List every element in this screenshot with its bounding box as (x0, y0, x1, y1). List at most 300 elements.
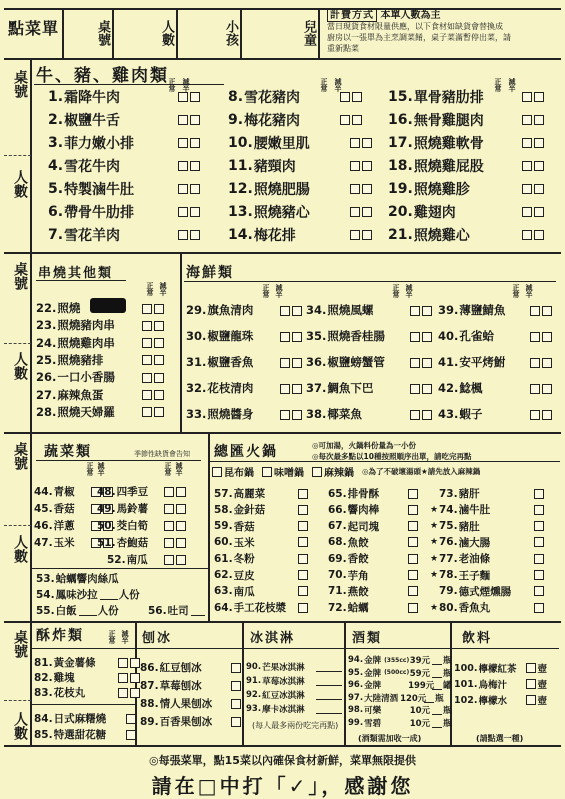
menu-item-number: 69. (328, 552, 347, 565)
menu-item (246, 689, 342, 701)
half-column-label: 減半 (334, 78, 342, 92)
normal-portion-checkbox[interactable] (118, 673, 128, 683)
normal-portion-checkbox[interactable] (350, 207, 360, 217)
menu-item-name: 滷牛肚 (458, 504, 491, 517)
half-portion-checkbox[interactable] (534, 230, 544, 240)
menu-item-number: 13. (228, 204, 253, 220)
menu-item-number: 92. (246, 690, 262, 700)
menu-item-number: 43. (438, 407, 459, 421)
normal-column-label: 正常 (86, 462, 94, 476)
half-portion-checkbox[interactable] (154, 355, 164, 365)
checkbox-group (142, 318, 164, 332)
normal-portion-checkbox[interactable] (408, 505, 418, 515)
half-portion-checkbox[interactable] (362, 207, 372, 217)
menu-item-name: 德式煙燻腸 (458, 585, 512, 598)
menu-item-number: 42. (438, 381, 459, 395)
normal-column-label: 正常 (108, 630, 116, 644)
normal-portion-checkbox[interactable] (280, 410, 290, 420)
normal-column-label: 正常 (392, 284, 400, 298)
menu-item (186, 328, 302, 344)
half-portion-checkbox[interactable] (190, 115, 200, 125)
normal-portion-checkbox[interactable] (142, 321, 152, 331)
side-table-label: 桌號 (12, 70, 28, 98)
half-portion-checkbox[interactable] (292, 306, 302, 316)
normal-portion-checkbox[interactable] (534, 554, 544, 564)
order-checkbox[interactable] (526, 663, 536, 673)
half-portion-checkbox[interactable] (130, 658, 140, 668)
normal-portion-checkbox[interactable] (408, 521, 418, 531)
half-portion-checkbox[interactable] (542, 332, 552, 342)
normal-portion-checkbox[interactable] (178, 138, 188, 148)
menu-item-number: 94. (348, 655, 364, 665)
half-portion-checkbox[interactable] (190, 138, 200, 148)
normal-portion-checkbox[interactable] (178, 184, 188, 194)
normal-portion-checkbox[interactable] (530, 332, 540, 342)
checkbox-group (350, 158, 372, 174)
menu-item-name: 排骨酥 (347, 488, 380, 500)
normal-portion-checkbox[interactable] (231, 717, 241, 727)
menu-item (214, 519, 308, 534)
menu-item (328, 486, 418, 501)
half-portion-checkbox[interactable] (154, 390, 164, 400)
menu-item (348, 679, 452, 691)
quantity-blank[interactable] (432, 680, 442, 690)
normal-portion-checkbox[interactable] (142, 390, 152, 400)
normal-portion-checkbox[interactable] (350, 184, 360, 194)
checkbox-group (522, 227, 544, 243)
menu-item-number: 54. (36, 588, 55, 601)
half-portion-checkbox[interactable] (534, 161, 544, 171)
normal-portion-checkbox[interactable] (522, 115, 532, 125)
checkbox-group (280, 355, 302, 369)
half-portion-checkbox[interactable] (352, 92, 362, 102)
menu-item-name: 響肉棒 (347, 504, 380, 517)
normal-portion-checkbox[interactable] (231, 663, 241, 673)
half-portion-checkbox[interactable] (176, 504, 186, 514)
menu-item-name: 霜降牛肉 (64, 90, 121, 106)
menu-item (36, 603, 119, 618)
menu-item-number: 79. (439, 585, 458, 598)
half-portion-checkbox[interactable] (176, 521, 186, 531)
skewer-section-title: 串燒其他類 (38, 266, 114, 281)
normal-portion-checkbox[interactable] (534, 586, 544, 596)
menu-item (438, 380, 552, 396)
menu-item (328, 600, 418, 615)
half-portion-checkbox[interactable] (130, 673, 140, 683)
half-portion-checkbox[interactable] (422, 358, 432, 368)
normal-portion-checkbox[interactable] (298, 537, 308, 547)
menu-item-name: 椰菜魚 (327, 407, 362, 421)
side-table-label: 桌號 (12, 630, 28, 658)
normal-portion-checkbox[interactable] (298, 489, 308, 499)
menu-item-name: 照燒豬心 (253, 205, 310, 221)
normal-portion-checkbox[interactable] (118, 658, 128, 668)
half-portion-checkbox[interactable] (190, 230, 200, 240)
checkbox-group (522, 89, 544, 105)
quantity-blank[interactable] (79, 606, 97, 616)
half-portion-checkbox[interactable] (362, 161, 372, 171)
normal-portion-checkbox[interactable] (142, 407, 152, 417)
checkbox-group (142, 388, 164, 402)
half-portion-checkbox[interactable] (542, 384, 552, 394)
checkbox-group (410, 329, 432, 343)
menu-item (454, 693, 547, 707)
pot-note: ◎為了不破壞湯頭★請先放入麻辣鍋 (362, 467, 481, 476)
menu-item (246, 661, 342, 673)
quantity-blank[interactable] (316, 662, 342, 672)
menu-item-number: 36. (306, 355, 327, 369)
menu-item-name: 香菇 (53, 503, 75, 515)
normal-portion-checkbox[interactable] (522, 207, 532, 217)
menu-item (348, 654, 452, 666)
menu-item-number: 53. (36, 572, 55, 585)
normal-portion-checkbox[interactable] (534, 521, 544, 531)
menu-item-name: 檸檬水 (478, 696, 507, 707)
quantity-blank[interactable] (432, 655, 442, 665)
quantity-blank[interactable] (432, 705, 442, 715)
quantity-blank[interactable] (316, 690, 342, 700)
normal-portion-checkbox[interactable] (522, 230, 532, 240)
half-portion-checkbox[interactable] (154, 304, 164, 314)
checkbox-group (534, 504, 544, 516)
normal-portion-checkbox[interactable] (142, 373, 152, 383)
checkbox-group (408, 504, 418, 516)
pot-type-checkbox[interactable] (212, 467, 222, 477)
quantity-blank[interactable] (100, 590, 118, 600)
beverage-unit: 壺 (537, 680, 547, 691)
menu-item-name: 魚餃 (347, 536, 369, 549)
half-portion-checkbox[interactable] (292, 358, 302, 368)
normal-portion-checkbox[interactable] (164, 487, 174, 497)
half-portion-checkbox[interactable] (542, 410, 552, 420)
normal-portion-checkbox[interactable] (408, 554, 418, 564)
normal-portion-checkbox[interactable] (298, 521, 308, 531)
checkbox-group (142, 405, 164, 419)
normal-portion-checkbox[interactable] (298, 505, 308, 515)
quantity-blank[interactable] (316, 704, 342, 714)
normal-portion-checkbox[interactable] (522, 138, 532, 148)
menu-item (454, 677, 547, 691)
half-portion-checkbox[interactable] (534, 92, 544, 102)
menu-item-number: 98. (348, 705, 364, 715)
normal-portion-checkbox[interactable] (231, 699, 241, 709)
normal-portion-checkbox[interactable] (298, 554, 308, 564)
seafood-section-title: 海鮮類 (186, 265, 234, 281)
normal-portion-checkbox[interactable] (530, 358, 540, 368)
pot-type-label: 昆布鍋 (224, 468, 254, 479)
half-portion-checkbox[interactable] (534, 138, 544, 148)
menu-item-number: 58. (214, 503, 233, 516)
menu-item-name: 照燒雞心 (413, 228, 470, 244)
checkbox-group (298, 488, 308, 500)
menu-item-number: 76. (439, 536, 458, 549)
drinks-note: (酒類需加收一成) (358, 734, 422, 743)
normal-portion-checkbox[interactable] (231, 681, 241, 691)
checkbox-group (118, 687, 140, 699)
half-portion-checkbox[interactable] (422, 332, 432, 342)
half-portion-checkbox[interactable] (176, 555, 186, 565)
menu-item-name: 照燒香桂腸 (327, 329, 385, 343)
fee-box-line: 重新點菜 (327, 44, 359, 53)
quantity-blank[interactable] (424, 693, 434, 703)
half-portion-checkbox[interactable] (422, 384, 432, 394)
normal-portion-checkbox[interactable] (410, 384, 420, 394)
menu-item-name: 香魚丸 (458, 602, 491, 615)
fried-section-title: 酥炸類 (36, 628, 84, 644)
half-portion-checkbox[interactable] (534, 115, 544, 125)
menu-item-name: 香菇 (233, 520, 255, 533)
beverage-unit: 壺 (537, 696, 547, 707)
menu-item-name: 老油條 (458, 553, 491, 566)
normal-column-label: 正常 (146, 282, 154, 296)
half-portion-checkbox[interactable] (352, 115, 362, 125)
menu-item-name: 滷大腸 (458, 536, 491, 549)
menu-item-name: 照燒雞屁股 (413, 159, 484, 175)
normal-portion-checkbox[interactable] (340, 115, 350, 125)
menu-item-number: 73. (439, 487, 458, 500)
menu-item (97, 501, 186, 516)
quantity-blank[interactable] (191, 606, 205, 616)
half-portion-checkbox[interactable] (422, 410, 432, 420)
menu-item (186, 302, 302, 318)
half-portion-checkbox[interactable] (130, 688, 140, 698)
half-portion-checkbox[interactable] (190, 184, 200, 194)
menu-item-name: 單骨豬肋排 (413, 90, 484, 106)
menu-item (306, 302, 432, 318)
ice-section-title: 刨冰 (142, 631, 173, 646)
normal-portion-checkbox[interactable] (298, 586, 308, 596)
menu-item-number: 85. (34, 728, 53, 741)
normal-portion-checkbox[interactable] (522, 92, 532, 102)
menu-item-name: 玉米 (233, 536, 255, 549)
normal-portion-checkbox[interactable] (410, 410, 420, 420)
checkbox-group (164, 537, 186, 549)
normal-portion-checkbox[interactable] (534, 570, 544, 580)
quantity-blank[interactable] (432, 718, 442, 728)
half-portion-checkbox[interactable] (154, 373, 164, 383)
drink-unit: 罐 (443, 681, 452, 691)
menu-item-name: 馬鈴薯 (116, 503, 149, 515)
normal-portion-checkbox[interactable] (142, 338, 152, 348)
menu-item-name: 照燒雞胗 (413, 182, 470, 198)
pot-type-label: 味噌鍋 (274, 468, 304, 479)
menu-item-name: 鳳味沙拉 (55, 589, 98, 601)
normal-portion-checkbox[interactable] (118, 688, 128, 698)
menu-item-number: 51. (97, 536, 116, 549)
menu-item-name: 茭白筍 (116, 520, 149, 532)
menu-item-number: 18. (388, 158, 413, 174)
beverage-unit: 壺 (537, 664, 547, 675)
normal-portion-checkbox[interactable] (280, 332, 290, 342)
menu-item-name: 照燒豬肉串 (57, 318, 115, 333)
menu-item (34, 727, 136, 742)
menu-item-number: 30. (186, 329, 207, 343)
half-portion-checkbox[interactable] (542, 358, 552, 368)
normal-portion-checkbox[interactable] (164, 521, 174, 531)
pot-type-label: 麻辣鍋 (324, 468, 354, 479)
half-portion-checkbox[interactable] (362, 184, 372, 194)
normal-portion-checkbox[interactable] (164, 555, 174, 565)
menu-item-number: 40. (438, 329, 459, 343)
normal-portion-checkbox[interactable] (164, 538, 174, 548)
normal-portion-checkbox[interactable] (350, 161, 360, 171)
menu-item-name: 起司塊 (347, 520, 380, 533)
menu-item-number: 38. (306, 407, 327, 421)
normal-portion-checkbox[interactable] (280, 306, 290, 316)
menu-item-number: 66. (328, 503, 347, 516)
normal-portion-checkbox[interactable] (534, 603, 544, 613)
drink-size: (355cc) (384, 656, 410, 664)
checkbox-group (126, 729, 136, 741)
normal-portion-checkbox[interactable] (410, 358, 420, 368)
order-checkbox[interactable] (526, 695, 536, 705)
half-portion-checkbox[interactable] (190, 92, 200, 102)
hotpot-note-2: ◎每次最多點以10種按照順序出單，請吃完再點 (312, 452, 472, 461)
normal-portion-checkbox[interactable] (280, 358, 290, 368)
normal-portion-checkbox[interactable] (126, 730, 136, 740)
fee-box-line: 廚房以一張單為主烹調菜餚，桌子菜滿暫停出菜，請 (327, 33, 511, 42)
normal-portion-checkbox[interactable] (410, 306, 420, 316)
normal-portion-checkbox[interactable] (408, 489, 418, 499)
normal-portion-checkbox[interactable] (530, 306, 540, 316)
menu-item-name: 白飯 (55, 605, 77, 617)
normal-portion-checkbox[interactable] (298, 603, 308, 613)
menu-item-name: 高麗菜 (233, 488, 266, 500)
normal-portion-checkbox[interactable] (408, 586, 418, 596)
menu-item-number: 99. (348, 717, 364, 728)
half-portion-checkbox[interactable] (292, 410, 302, 420)
menu-item-number: 41. (438, 355, 459, 369)
normal-portion-checkbox[interactable] (408, 537, 418, 547)
menu-item-number: 35. (306, 329, 327, 343)
menu-item-name: 情人果刨冰 (159, 698, 213, 710)
normal-portion-checkbox[interactable] (522, 184, 532, 194)
menu-item (34, 685, 140, 700)
half-portion-checkbox[interactable] (422, 306, 432, 316)
checkbox-group (534, 602, 544, 614)
icecream-section-title: 冰淇淋 (250, 631, 296, 646)
menu-item-name: 蛤蠣 (347, 602, 369, 615)
half-portion-checkbox[interactable] (534, 207, 544, 217)
half-portion-checkbox[interactable] (362, 230, 372, 240)
normal-portion-checkbox[interactable] (534, 489, 544, 499)
half-portion-checkbox[interactable] (292, 332, 302, 342)
normal-portion-checkbox[interactable] (164, 504, 174, 514)
menu-item (388, 87, 544, 107)
half-portion-checkbox[interactable] (176, 538, 186, 548)
menu-item (348, 692, 444, 704)
normal-portion-checkbox[interactable] (522, 161, 532, 171)
normal-portion-checkbox[interactable] (340, 92, 350, 102)
menu-item-number: 101. (454, 678, 478, 690)
menu-item (36, 404, 164, 420)
menu-item (228, 87, 362, 107)
menu-item-number: 19. (388, 181, 413, 197)
star-mark: ★ (430, 553, 439, 564)
menu-item (430, 568, 544, 583)
menu-item (430, 584, 544, 599)
normal-portion-checkbox[interactable] (534, 505, 544, 515)
quantity-blank[interactable] (316, 676, 342, 686)
half-portion-checkbox[interactable] (154, 338, 164, 348)
pot-type-checkbox[interactable] (262, 467, 272, 477)
normal-portion-checkbox[interactable] (142, 355, 152, 365)
order-checkbox[interactable] (526, 679, 536, 689)
half-portion-checkbox[interactable] (292, 384, 302, 394)
quantity-blank[interactable] (432, 668, 442, 678)
menu-item-name: 腰嫩里肌 (253, 136, 310, 152)
checkbox-group (231, 698, 241, 710)
half-portion-checkbox[interactable] (190, 207, 200, 217)
normal-portion-checkbox[interactable] (178, 115, 188, 125)
drink-unit: 瓶 (443, 706, 452, 716)
menu-item-number: 93. (246, 704, 262, 714)
normal-portion-checkbox[interactable] (178, 92, 188, 102)
pot-type-checkbox[interactable] (312, 467, 322, 477)
menu-item (328, 568, 418, 583)
normal-portion-checkbox[interactable] (350, 138, 360, 148)
checkbox-group (178, 204, 200, 220)
normal-portion-checkbox[interactable] (178, 230, 188, 240)
menu-item-number: 83. (34, 686, 53, 699)
normal-portion-checkbox[interactable] (350, 230, 360, 240)
normal-portion-checkbox[interactable] (410, 332, 420, 342)
menu-item-name: 摩卡冰淇淋 (262, 705, 305, 715)
normal-portion-checkbox[interactable] (408, 603, 418, 613)
menu-item (214, 486, 308, 501)
checkbox-group (178, 135, 200, 151)
half-portion-checkbox[interactable] (176, 487, 186, 497)
normal-portion-checkbox[interactable] (178, 207, 188, 217)
menu-item-name: 烏梅汁 (478, 680, 507, 691)
half-portion-checkbox[interactable] (154, 321, 164, 331)
star-mark: ★ (430, 521, 439, 532)
checkbox-group (530, 355, 552, 369)
normal-portion-checkbox[interactable] (126, 714, 136, 724)
half-portion-checkbox[interactable] (190, 161, 200, 171)
menu-item (214, 584, 308, 599)
normal-portion-checkbox[interactable] (530, 410, 540, 420)
menu-item (228, 202, 372, 222)
checkbox-group (178, 89, 200, 105)
normal-column-label: 正常 (164, 462, 172, 476)
menu-item-name: 金牌 (364, 656, 382, 666)
menu-item (214, 502, 308, 517)
menu-item (34, 655, 140, 670)
normal-portion-checkbox[interactable] (298, 570, 308, 580)
checkbox-group (408, 602, 418, 614)
normal-portion-checkbox[interactable] (530, 384, 540, 394)
menu-item-number: 96. (348, 680, 364, 690)
menu-item (388, 110, 544, 130)
menu-item-number: 97. (348, 692, 364, 703)
menu-item-name: 四季豆 (116, 486, 149, 498)
normal-portion-checkbox[interactable] (142, 304, 152, 314)
half-portion-checkbox[interactable] (362, 138, 372, 148)
menu-item (34, 711, 136, 726)
normal-portion-checkbox[interactable] (534, 537, 544, 547)
menu-item-name: 大陸清酒 (364, 693, 399, 704)
menu-item-number: 52. (107, 553, 126, 566)
half-portion-checkbox[interactable] (154, 407, 164, 417)
half-portion-checkbox[interactable] (542, 306, 552, 316)
normal-portion-checkbox[interactable] (408, 570, 418, 580)
normal-portion-checkbox[interactable] (178, 161, 188, 171)
menu-item-number: 25. (36, 352, 57, 367)
normal-portion-checkbox[interactable] (280, 384, 290, 394)
fee-box (327, 10, 559, 58)
half-portion-checkbox[interactable] (534, 184, 544, 194)
